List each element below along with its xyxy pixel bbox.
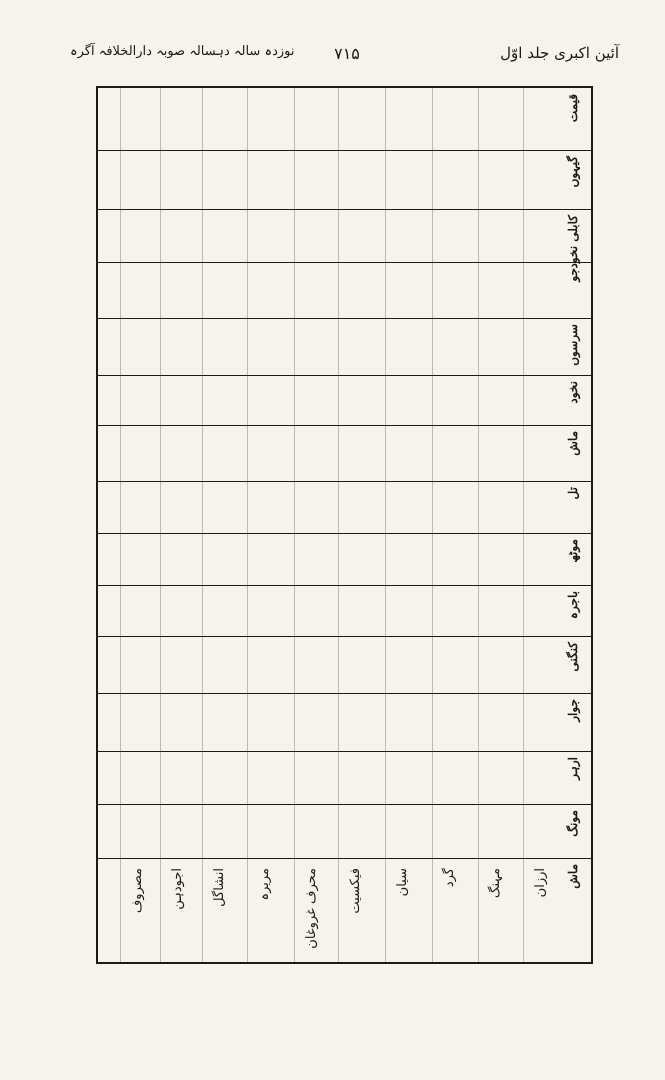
row-label: انشاگل (212, 868, 227, 907)
column-header: قیمت (566, 94, 580, 123)
row-label: محرف غروغان (304, 868, 319, 949)
column-separator (98, 150, 591, 151)
column-header: تل (566, 487, 580, 500)
page-number: ۷۱۵ (334, 44, 360, 63)
column-separator (98, 585, 591, 586)
row-guide (432, 88, 433, 962)
column-separator (98, 262, 591, 263)
running-header-title: آئین اکبری جلد اوّل (500, 44, 619, 62)
column-header: مونگ (566, 810, 580, 837)
row-guide (338, 88, 339, 962)
rate-table (96, 86, 593, 964)
row-label: گرد (442, 868, 457, 888)
column-header: گیہوں (566, 156, 580, 188)
row-label: سیان (395, 868, 410, 897)
column-header: ماش (566, 864, 580, 889)
row-label: مہنگ (488, 868, 503, 899)
column-header: جو (566, 268, 580, 282)
column-separator (98, 209, 591, 210)
column-header: باجرہ (566, 591, 580, 620)
row-guide (523, 88, 524, 962)
column-separator (98, 533, 591, 534)
column-separator (98, 318, 591, 319)
column-separator (98, 858, 591, 859)
row-guide (385, 88, 386, 962)
row-label: فیکسیت (348, 868, 363, 914)
column-separator (98, 481, 591, 482)
row-guide (120, 88, 121, 962)
column-header: ماش (566, 431, 580, 456)
row-guide (247, 88, 248, 962)
row-guide (202, 88, 203, 962)
column-header: نخود (566, 381, 580, 404)
row-label: مریرہ (257, 868, 272, 901)
column-separator (98, 693, 591, 694)
column-separator (98, 751, 591, 752)
row-guide (294, 88, 295, 962)
row-guide (478, 88, 479, 962)
column-header: کابلی نخود (566, 215, 580, 269)
column-separator (98, 375, 591, 376)
row-label: ارزان (533, 868, 548, 898)
column-header: جوار (566, 699, 580, 722)
column-header: کنگنی (566, 642, 580, 672)
running-header-subtitle: نوزدہ سالہ دہسالہ صوبہ دارالخلافہ آگرہ (70, 44, 295, 59)
column-header: موٹھ (566, 539, 580, 563)
column-header: ارہر (566, 757, 580, 780)
row-guide (160, 88, 161, 962)
column-separator (98, 425, 591, 426)
row-label: اجودہن (170, 868, 185, 910)
column-separator (98, 636, 591, 637)
column-header: سرسوں (566, 324, 580, 366)
column-separator (98, 804, 591, 805)
row-label: مصروف (130, 868, 145, 914)
